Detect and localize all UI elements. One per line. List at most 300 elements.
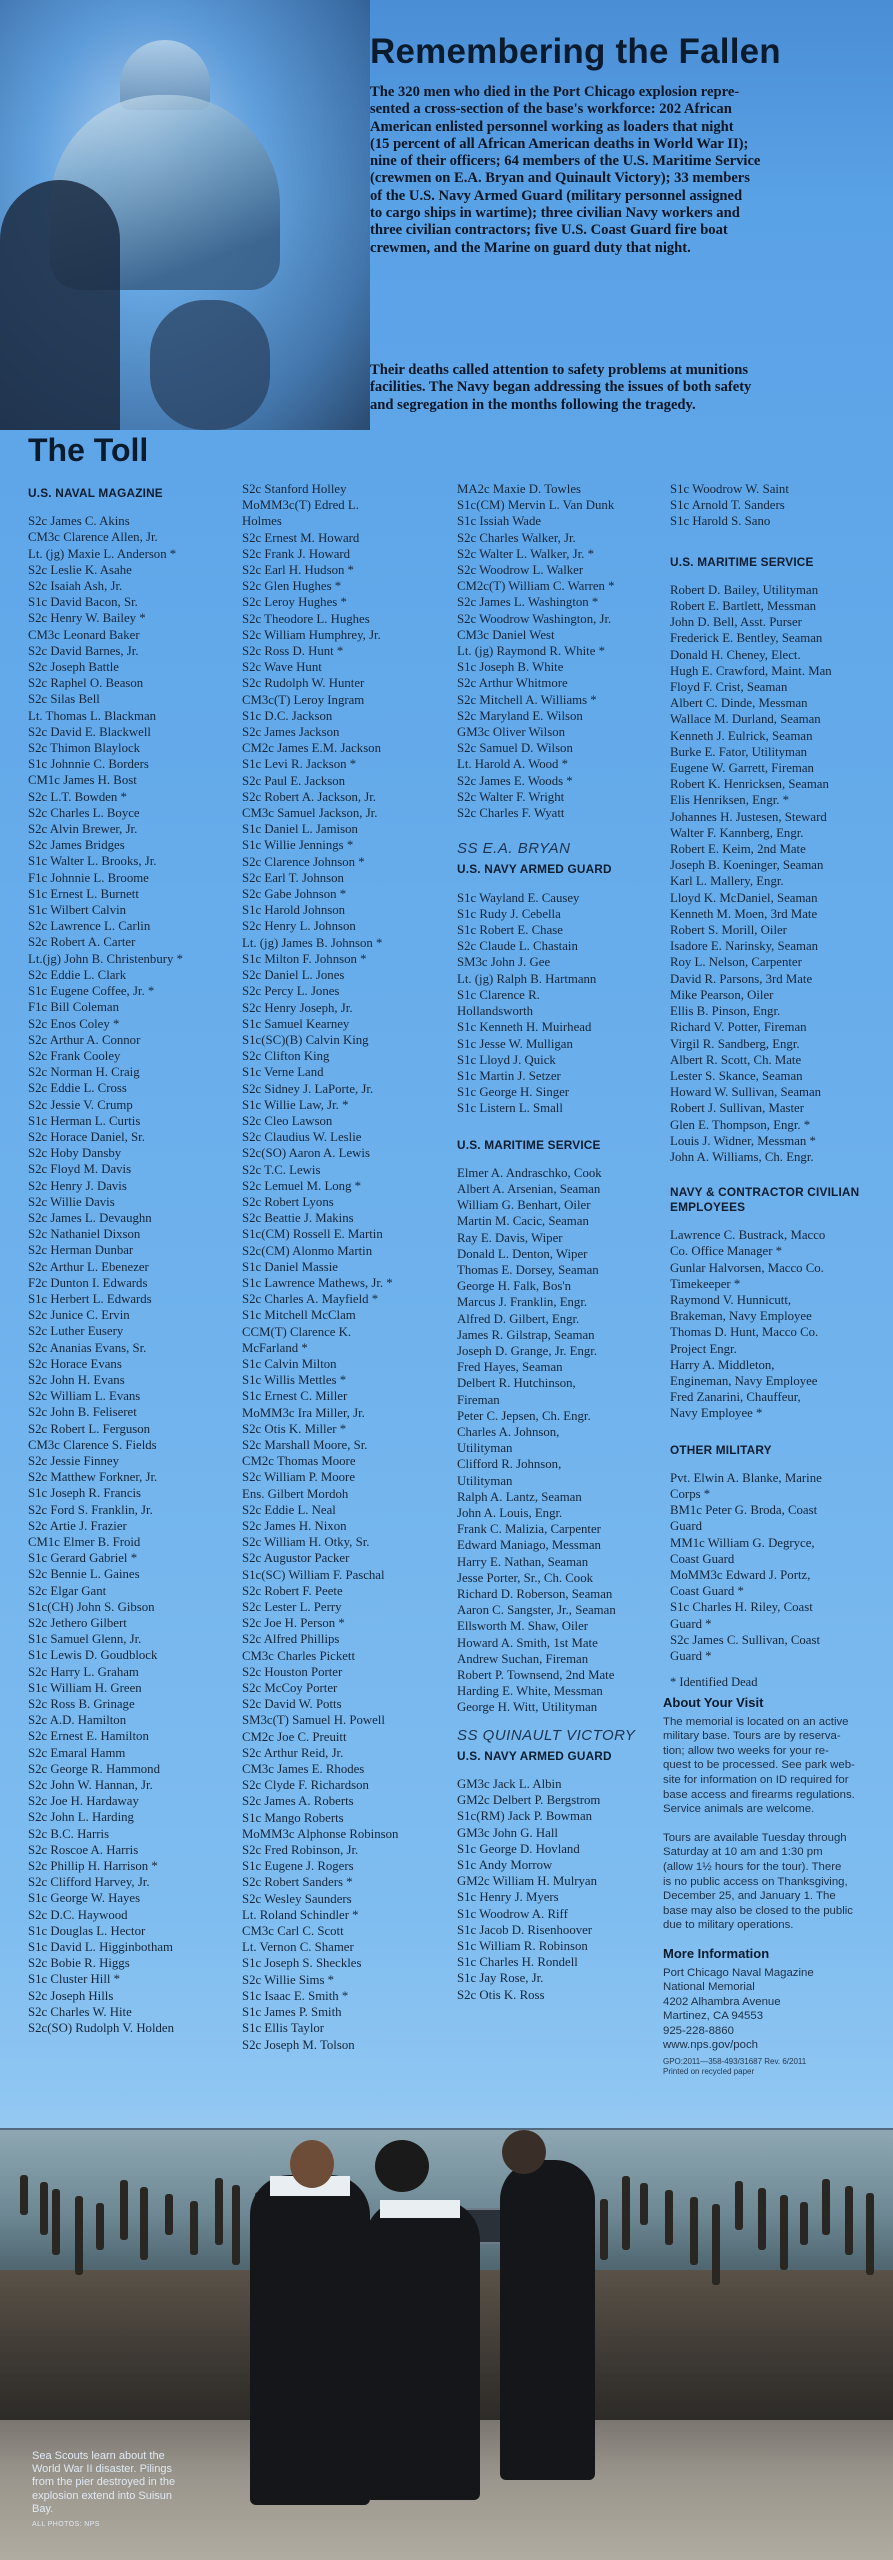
list-line: Lt. (jg) Ralph B. Hartmann	[457, 971, 597, 986]
list-line: S2c Roscoe A. Harris	[28, 1842, 139, 1857]
list-line: S2c Henry J. Davis	[28, 1178, 127, 1193]
list-line: S2c Horace Daniel, Sr.	[28, 1129, 145, 1144]
list-line: S2c Wave Hunt	[242, 660, 322, 675]
intro-line: three civilian contractors; five U.S. Coast Guard fire boat	[370, 222, 728, 239]
list-line: S2c Matthew Forkner, Jr.	[28, 1470, 158, 1485]
list-line: Port Chicago Naval Magazine	[663, 1966, 814, 1979]
list-line: S2c Arthur Reid, Jr.	[242, 1745, 344, 1760]
list-line: S2c Joe H. Hardaway	[28, 1794, 139, 1809]
toll-column-4	[670, 481, 885, 1690]
list-line: S2c Houston Porter	[242, 1664, 343, 1679]
list-line: S2c Leroy Hughes *	[242, 595, 347, 610]
list-line: S1c Cluster Hill *	[28, 1972, 121, 1987]
list-line: S2c Robert L. Ferguson	[28, 1421, 151, 1436]
list-line: Floyd F. Crist, Seaman	[670, 680, 788, 695]
section-heading-other-military: OTHER MILITARY	[670, 1442, 772, 1457]
list-line: S2c Walter F. Wright	[457, 789, 565, 804]
list-line: S2c Claude L. Chastain	[457, 939, 578, 954]
list-line: CM3c Samuel Jackson, Jr.	[242, 806, 378, 821]
list-line: CM1c Elmer B. Froid	[28, 1535, 141, 1549]
list-line: Mike Pearson, Oiler	[670, 987, 774, 1002]
piling	[215, 2178, 223, 2245]
more-info-heading: More Information	[663, 1945, 770, 1961]
list-line: S2c Sidney J. LaPorte, Jr.	[242, 1081, 374, 1096]
list-line: S2c(CM) Alonmo Martin	[242, 1243, 373, 1258]
name-list	[457, 890, 667, 1117]
list-line: McFarland *	[242, 1340, 308, 1355]
list-line: S1c Martin J. Setzer	[457, 1068, 561, 1083]
list-line: S1c Joseph B. White	[457, 660, 564, 675]
list-line: S2c Joseph M. Tolson	[242, 2037, 355, 2052]
list-line: S2c Gabe Johnson *	[242, 887, 347, 902]
list-line: GM2c William H. Mulryan	[457, 1874, 597, 1889]
list-line: S2c Glen Hughes *	[242, 579, 342, 594]
list-line: S2c Norman H. Craig	[28, 1065, 140, 1080]
list-line: MM1c William G. Degryce,	[670, 1535, 815, 1550]
intro-line: The 320 men who died in the Port Chicago explosion repre-	[370, 84, 740, 100]
intro-paragraph	[370, 84, 875, 257]
list-line: S1c George W. Hayes	[28, 1891, 141, 1906]
list-line: S2c Otis K. Ross	[457, 1987, 545, 2002]
list-line: S1c George D. Hovland	[457, 1841, 580, 1856]
list-line: S1c(CM) Mervin L. Van Dunk	[457, 498, 615, 513]
list-line: Co. Office Manager *	[670, 1244, 783, 1259]
list-line: S2c Fred Robinson, Jr.	[242, 1843, 359, 1858]
section-heading-maritime-service-2: U.S. MARITIME SERVICE	[670, 554, 814, 569]
list-line: National Memorial	[663, 1981, 755, 1994]
list-line: Lt. (jg) Maxie L. Anderson *	[28, 546, 177, 561]
list-line: S1c Rudy J. Cebella	[457, 906, 561, 921]
list-line: S2c Elgar Gant	[28, 1583, 107, 1598]
list-line: MoMM3c Ira Miller, Jr.	[242, 1405, 365, 1420]
list-line: S2c Ross D. Hunt *	[242, 644, 344, 659]
list-line: CM2c Thomas Moore	[242, 1454, 356, 1469]
list-line: S2c James Bridges	[28, 838, 125, 853]
list-line: December 25, and January 1. The	[663, 1890, 836, 1903]
list-line: S2c William L. Evans	[28, 1389, 141, 1404]
list-line: 4202 Alhambra Avenue	[663, 1995, 781, 2008]
list-line: Lester S. Skance, Seaman	[670, 1068, 803, 1083]
section-heading-naval-magazine: U.S. NAVAL MAGAZINE	[28, 486, 163, 500]
list-line: Donald L. Denton, Wiper	[457, 1246, 588, 1261]
list-line: Robert E. Bartlett, Messman	[670, 599, 817, 614]
list-line: Howard W. Sullivan, Seaman	[670, 1085, 822, 1100]
list-line: S2c Rudolph W. Hunter	[242, 676, 365, 691]
list-line: S1c Kenneth H. Muirhead	[457, 1020, 592, 1035]
list-line: Harry E. Nathan, Seaman	[457, 1554, 589, 1569]
list-line: S2c Clifton King	[242, 1049, 330, 1064]
list-line: S2c James H. Nixon	[242, 1519, 347, 1533]
list-line: Eugene W. Garrett, Fireman	[670, 761, 814, 776]
list-line: S1c Willis Mettles *	[242, 1373, 347, 1388]
name-list	[242, 481, 452, 2053]
list-line: Alfred D. Gilbert, Engr.	[457, 1311, 580, 1326]
list-line: Hugh E. Crawford, Maint. Man	[670, 663, 832, 678]
list-line: S2c Eddie L. Cross	[28, 1081, 127, 1096]
name-list	[457, 1776, 667, 2003]
list-line: Harry A. Middleton,	[670, 1357, 775, 1372]
list-line: CM3c James E. Rhodes	[242, 1762, 365, 1777]
toll-column-2	[242, 481, 452, 2053]
list-line: S2c Joe H. Person *	[242, 1616, 345, 1631]
list-line: S2c Ford S. Franklin, Jr.	[28, 1502, 153, 1517]
list-line: S2c Arthur A. Connor	[28, 1032, 141, 1047]
list-line: Ens. Gilbert Mordoh	[242, 1486, 349, 1501]
toll-heading: The Toll	[28, 432, 149, 468]
list-line: S2c Frank J. Howard	[242, 546, 351, 561]
list-line: Marcus J. Franklin, Engr.	[457, 1295, 588, 1310]
list-line: Guard *	[670, 1649, 712, 1663]
list-line: Utilityman	[457, 1473, 513, 1488]
list-line: CM3c Clarence Allen, Jr.	[28, 530, 158, 545]
name-list	[670, 1227, 885, 1421]
list-line: S2c Lemuel M. Long *	[242, 1178, 362, 1193]
list-line: Jesse Porter, Sr., Ch. Cook	[457, 1570, 593, 1585]
list-line: Lt. Thomas L. Blackman	[28, 708, 157, 723]
list-line: S2c John H. Evans	[28, 1372, 125, 1387]
piling	[165, 2194, 173, 2235]
list-line: S2c Wesley Saunders	[242, 1891, 352, 1906]
list-line: CM2c Joe C. Preuitt	[242, 1729, 347, 1744]
list-line: 925-228-8860	[663, 2024, 734, 2037]
list-line: S2c John B. Feliseret	[28, 1405, 137, 1420]
intro-line: American enlisted personnel working as loaders that night	[370, 118, 734, 135]
list-line: S1c David Bacon, Sr.	[28, 595, 138, 610]
list-line: Clifford R. Johnson,	[457, 1457, 562, 1472]
list-line: S2c Marshall Moore, Sr.	[242, 1437, 368, 1452]
list-line: S2c Arthur Whitmore	[457, 676, 568, 691]
list-line: Hollandsworth	[457, 1004, 534, 1019]
list-line: S2c Charles F. Wyatt	[457, 806, 565, 821]
list-line: S2c John L. Harding	[28, 1810, 134, 1825]
list-line: quest to be processed. See park web-	[663, 1759, 855, 1772]
intro-line: (15 percent of all African American deaths in World War II);	[370, 135, 749, 152]
list-line: S2c Henry Joseph, Jr.	[242, 1000, 353, 1015]
list-line: MoMM3c Edward J. Portz,	[670, 1567, 811, 1582]
list-line: S2c James Jackson	[242, 725, 340, 740]
list-line: George H. Falk, Bos'n	[457, 1279, 572, 1294]
list-line: S1c Verne Land	[242, 1065, 324, 1080]
list-line: S2c Walter L. Walker, Jr. *	[457, 546, 594, 561]
list-line: Roy L. Nelson, Carpenter	[670, 955, 802, 970]
piling	[780, 2195, 788, 2270]
list-line: S2c Charles A. Mayfield *	[242, 1292, 379, 1307]
list-line: S2c Charles W. Hite	[28, 2004, 132, 2019]
list-line: S2c Mitchell A. Williams *	[457, 692, 597, 707]
list-line: S2c William Humphrey, Jr.	[242, 627, 381, 642]
list-line: S2c James A. Roberts	[242, 1794, 354, 1809]
list-line: S1c Samuel Kearney	[242, 1016, 350, 1031]
list-line: S2c Frank Cooley	[28, 1048, 121, 1063]
visit-paragraph-2	[663, 1831, 878, 1933]
intro-line: and segregation in the months following the tragedy.	[370, 396, 696, 413]
photo-caption: Sea Scouts learn about the World War II disaster. Pilings from the pier destroyed in the explosion extend into Suisun Bay. ALL PHOTOS: NPS	[32, 2450, 182, 2531]
piling	[40, 2182, 48, 2235]
list-line: S2c A.D. Hamilton	[28, 1713, 127, 1728]
list-line: S1c Lawrence Mathews, Jr. *	[242, 1275, 393, 1290]
list-line: S2c Willie Davis	[28, 1194, 115, 1209]
list-line: Timekeeper *	[670, 1276, 741, 1291]
list-line: GM3c John G. Hall	[457, 1825, 558, 1840]
intro-line: facilities. The Navy began addressing the issues of both safety	[370, 379, 752, 396]
list-line: S1c Samuel Glenn, Jr.	[28, 1632, 142, 1647]
list-line: S2c L.T. Bowden *	[28, 789, 127, 804]
list-line: S1c Walter L. Brooks, Jr.	[28, 854, 157, 869]
scout-head	[502, 2130, 546, 2174]
intro-line: (crewmen on E.A. Bryan and Quinault Victory); 33 members	[370, 170, 750, 187]
intro-line: sented a cross-section of the base's workforce: 202 African	[370, 101, 732, 118]
toll-column-1	[28, 481, 243, 2036]
list-line: F1c Bill Coleman	[28, 1000, 119, 1015]
list-line: S1c Lloyd J. Quick	[457, 1052, 556, 1067]
list-line: MA2c Maxie D. Towles	[457, 482, 581, 496]
piling	[140, 2187, 148, 2260]
list-line: S2c Alfred Phillips	[242, 1632, 340, 1647]
list-line: Pvt. Elwin A. Blanke, Marine	[670, 1470, 822, 1485]
list-line: CM1c James H. Bost	[28, 773, 137, 788]
list-line: S2c Phillip H. Harrison *	[28, 1859, 158, 1874]
list-line: Lt. (jg) Raymond R. White *	[457, 644, 605, 659]
list-line: S1c Johnnie C. Borders	[28, 757, 149, 772]
list-line: S1c Andy Morrow	[457, 1858, 553, 1873]
name-list	[670, 1470, 885, 1664]
list-line: Robert P. Townsend, 2nd Mate	[457, 1668, 615, 1683]
list-line: S2c Willie Sims *	[242, 1972, 335, 1987]
list-line: S1c(RM) Jack P. Bowman	[457, 1809, 593, 1824]
list-line: military base. Tours are by reserva-	[663, 1730, 841, 1743]
photo-credit: ALL PHOTOS: NPS	[32, 2521, 100, 2529]
list-line: S2c James C. Sullivan, Coast	[670, 1632, 821, 1647]
list-line: Frederick E. Bentley, Seaman	[670, 631, 823, 646]
list-line: www.nps.gov/poch	[663, 2039, 758, 2052]
list-line: S1c Gerard Gabriel *	[28, 1551, 138, 1566]
list-line: S2c Nathaniel Dixson	[28, 1227, 141, 1242]
list-line: S2c Beattie J. Makins	[242, 1211, 354, 1226]
list-line: Kenneth J. Eulrick, Seaman	[670, 728, 813, 743]
list-line: Richard D. Roberson, Seaman	[457, 1587, 613, 1601]
list-line: S2c Artie J. Frazier	[28, 1518, 127, 1533]
list-line: S2c Eddie L. Clark	[28, 967, 127, 982]
list-line: S1c Milton F. Johnson *	[242, 951, 367, 966]
list-line: S1c Isaac E. Smith *	[242, 1988, 349, 2003]
list-line: S1c Douglas L. Hector	[28, 1923, 146, 1938]
list-line: S1c William H. Green	[28, 1680, 142, 1695]
list-line: S2c David E. Blackwell	[28, 724, 151, 739]
name-list	[457, 1165, 667, 1716]
list-line: Lt. Roland Schindler *	[242, 1907, 359, 1922]
list-line: Martin M. Cacic, Seaman	[457, 1214, 589, 1229]
sailor-collar	[380, 2200, 460, 2218]
list-line: CM2c James E.M. Jackson	[242, 741, 381, 756]
list-line: S2c James L. Devaughn	[28, 1210, 152, 1225]
list-line: S2c Bennie L. Gaines	[28, 1567, 140, 1582]
list-line: CM3c Clarence S. Fields	[28, 1437, 157, 1452]
list-line: S1c Ernest C. Miller	[242, 1389, 348, 1404]
contact-info	[663, 1966, 878, 2054]
list-line: S1c Arnold T. Sanders	[670, 498, 785, 513]
list-line: S2c(SO) Rudolph V. Holden	[28, 2021, 174, 2036]
list-line: Donald H. Cheney, Elect.	[670, 647, 801, 662]
list-line: S1c Ernest L. Burnett	[28, 886, 139, 901]
list-line: S2c Henry L. Johnson	[242, 919, 356, 934]
list-line: S2c Percy L. Jones	[242, 984, 340, 999]
list-line: S2c Isaiah Ash, Jr.	[28, 579, 123, 594]
piling	[712, 2204, 720, 2285]
list-line: S1c Henry J. Myers	[457, 1890, 559, 1905]
list-line: S1c Mango Roberts	[242, 1810, 344, 1825]
list-line: Tours are available Tuesday through	[663, 1831, 847, 1844]
list-line: Edward Maniago, Messman	[457, 1538, 601, 1553]
piling	[758, 2188, 766, 2250]
list-line: S1c David L. Higginbotham	[28, 1940, 174, 1955]
list-line: S1c Herman L. Curtis	[28, 1113, 141, 1128]
list-line: S1c Listern L. Small	[457, 1101, 563, 1116]
list-line: S2c Clarence Johnson *	[242, 854, 365, 869]
list-line: S2c Earl T. Johnson	[242, 870, 344, 885]
list-line: S1c Jay Rose, Jr.	[457, 1971, 544, 1986]
list-line: S2c Alvin Brewer, Jr.	[28, 822, 138, 837]
piling	[96, 2203, 104, 2250]
piling	[800, 2202, 808, 2245]
list-line: S2c Ernest M. Howard	[242, 530, 360, 545]
list-line: Lt. (jg) James B. Johnson *	[242, 935, 383, 950]
piling	[190, 2201, 198, 2255]
toll-column-3	[457, 481, 667, 2003]
list-line: S1c D.C. Jackson	[242, 708, 333, 723]
list-line: S2c Otis K. Miller *	[242, 1421, 347, 1436]
list-line: Utilityman	[457, 1441, 513, 1456]
list-line: S2c Ross B. Grinage	[28, 1697, 135, 1712]
hand-on-bell	[150, 300, 270, 430]
piling	[600, 2199, 608, 2260]
list-line: Glen E. Thompson, Engr. *	[670, 1117, 811, 1132]
list-line: S2c Ananias Evans, Sr.	[28, 1340, 147, 1355]
bell-photo	[0, 0, 370, 430]
list-line: Johannes H. Justesen, Steward	[670, 809, 827, 824]
list-line: Guard	[670, 1519, 702, 1534]
list-line: Kenneth M. Moen, 3rd Mate	[670, 906, 818, 921]
list-line: Service animals are welcome.	[663, 1803, 815, 1816]
list-line: S1c Joseph R. Francis	[28, 1486, 142, 1501]
list-line: is no public access on Thanksgiving,	[663, 1875, 848, 1888]
list-line: S2c Lawrence L. Carlin	[28, 919, 151, 934]
piling	[640, 2183, 648, 2225]
list-line: Andrew Suchan, Fireman	[457, 1651, 589, 1666]
list-line: S2c Emaral Hamm	[28, 1745, 126, 1760]
list-line: Wallace M. Durland, Seaman	[670, 712, 821, 727]
list-line: Delbert R. Hutchinson,	[457, 1376, 576, 1391]
list-line: Robert J. Sullivan, Master	[670, 1101, 804, 1116]
list-line: S1c Mitchell McClam	[242, 1308, 356, 1323]
list-line: S2c Charles Walker, Jr.	[457, 530, 576, 545]
list-line: The memorial is located on an active	[663, 1715, 849, 1728]
sea-scout-right	[500, 2160, 595, 2480]
list-line: S2c Robert A. Carter	[28, 935, 136, 950]
list-line: S1c Charles H. Riley, Coast	[670, 1600, 813, 1615]
list-line: S1c Wayland E. Causey	[457, 890, 580, 905]
list-line: Lt. Vernon C. Shamer	[242, 1940, 354, 1955]
list-line: Albert A. Arsenian, Seaman	[457, 1181, 601, 1196]
list-line: S2c T.C. Lewis	[242, 1162, 321, 1177]
ship-heading-quinault-victory: SS QUINAULT VICTORY	[457, 1726, 636, 1744]
list-line: CM3c Charles Pickett	[242, 1648, 356, 1663]
list-line: Martinez, CA 94553	[663, 2010, 764, 2023]
list-line: S1c Woodrow A. Riff	[457, 1906, 568, 1921]
list-line: S1c Joseph S. Sheckles	[242, 1956, 362, 1971]
list-line: Lloyd K. McDaniel, Seaman	[670, 890, 818, 905]
list-line: S2c Samuel D. Wilson	[457, 741, 573, 756]
list-line: S2c Luther Eusery	[28, 1324, 124, 1339]
list-line: Albert R. Scott, Ch. Mate	[670, 1052, 802, 1067]
list-line: Project Engr.	[670, 1341, 737, 1356]
list-line: S2c Robert Sanders *	[242, 1875, 353, 1890]
list-line: S2c James E. Woods *	[457, 773, 573, 788]
sea-scout-left	[250, 2175, 370, 2505]
list-line: S1c Charles H. Rondell	[457, 1955, 578, 1970]
person-silhouette	[0, 180, 120, 430]
list-line: Coast Guard *	[670, 1584, 744, 1599]
list-line: S2c Henry W. Bailey *	[28, 611, 146, 626]
list-line: CM3c Daniel West	[457, 627, 555, 642]
list-line: S2c James C. Akins	[28, 514, 130, 529]
list-line: Printed on recycled paper	[663, 2067, 755, 2077]
list-line: S1c Clarence R.	[457, 987, 540, 1002]
list-line: S1c Eugene J. Rogers	[242, 1859, 354, 1874]
list-line: Fred Hayes, Seaman	[457, 1360, 563, 1375]
list-line: S2c Jethero Gilbert	[28, 1616, 127, 1631]
list-line: Joseph D. Grange, Jr. Engr.	[457, 1343, 598, 1358]
list-line: S2c James L. Washington *	[457, 595, 599, 610]
list-line: Albert C. Dinde, Messman	[670, 696, 808, 711]
list-line: S2c Arthur L. Ebenezer	[28, 1259, 149, 1274]
list-line: S2c Ernest E. Hamilton	[28, 1729, 149, 1744]
list-line: Fred Zanarini, Chauffeur,	[670, 1390, 801, 1405]
list-line: S2c Silas Bell	[28, 692, 100, 707]
list-line: S2c Harry L. Graham	[28, 1664, 139, 1679]
list-line: S2c Thimon Blaylock	[28, 741, 141, 756]
list-line: S1c Robert E. Chase	[457, 923, 563, 938]
list-line: S2c David Barnes, Jr.	[28, 643, 139, 658]
list-line: S2c George R. Hammond	[28, 1761, 160, 1776]
list-line: Coast Guard	[670, 1551, 735, 1566]
list-line: S2c Leslie K. Asahe	[28, 562, 132, 577]
list-line: S2c Eddie L. Neal	[242, 1502, 336, 1517]
list-line: Harding E. White, Messman	[457, 1684, 603, 1699]
list-line: Karl L. Mallery, Engr.	[670, 874, 784, 889]
list-line: S2c B.C. Harris	[28, 1826, 110, 1841]
name-list	[670, 481, 885, 530]
list-line: Louis J. Widner, Messman *	[670, 1133, 816, 1148]
printing-note	[663, 2057, 878, 2077]
list-line: S2c Junice C. Ervin	[28, 1308, 130, 1323]
piling	[20, 2175, 28, 2215]
list-line: S2c Augustor Packer	[242, 1551, 350, 1566]
list-line: Peter C. Jepsen, Ch. Engr.	[457, 1408, 591, 1423]
piling	[52, 2189, 60, 2255]
list-line: S2c Raphel O. Beason	[28, 676, 144, 691]
list-line: S2c Herman Dunbar	[28, 1243, 134, 1258]
list-line: tion; allow two weeks for your re-	[663, 1744, 829, 1757]
list-line: S1c Levi R. Jackson *	[242, 757, 357, 772]
intro-line: Their deaths called attention to safety problems at munitions	[370, 362, 749, 378]
identified-dead-note: * Identified Dead	[670, 1675, 758, 1690]
list-line: F2c Dunton I. Edwards	[28, 1275, 148, 1290]
list-line: S2c John W. Hannan, Jr.	[28, 1778, 153, 1793]
list-line: S1c George H. Singer	[457, 1085, 570, 1100]
list-line: S2c Jessie Finney	[28, 1453, 119, 1468]
list-line: (allow 1½ hours for the tour). There	[663, 1860, 842, 1873]
list-line: Ralph A. Lantz, Seaman	[457, 1489, 582, 1504]
